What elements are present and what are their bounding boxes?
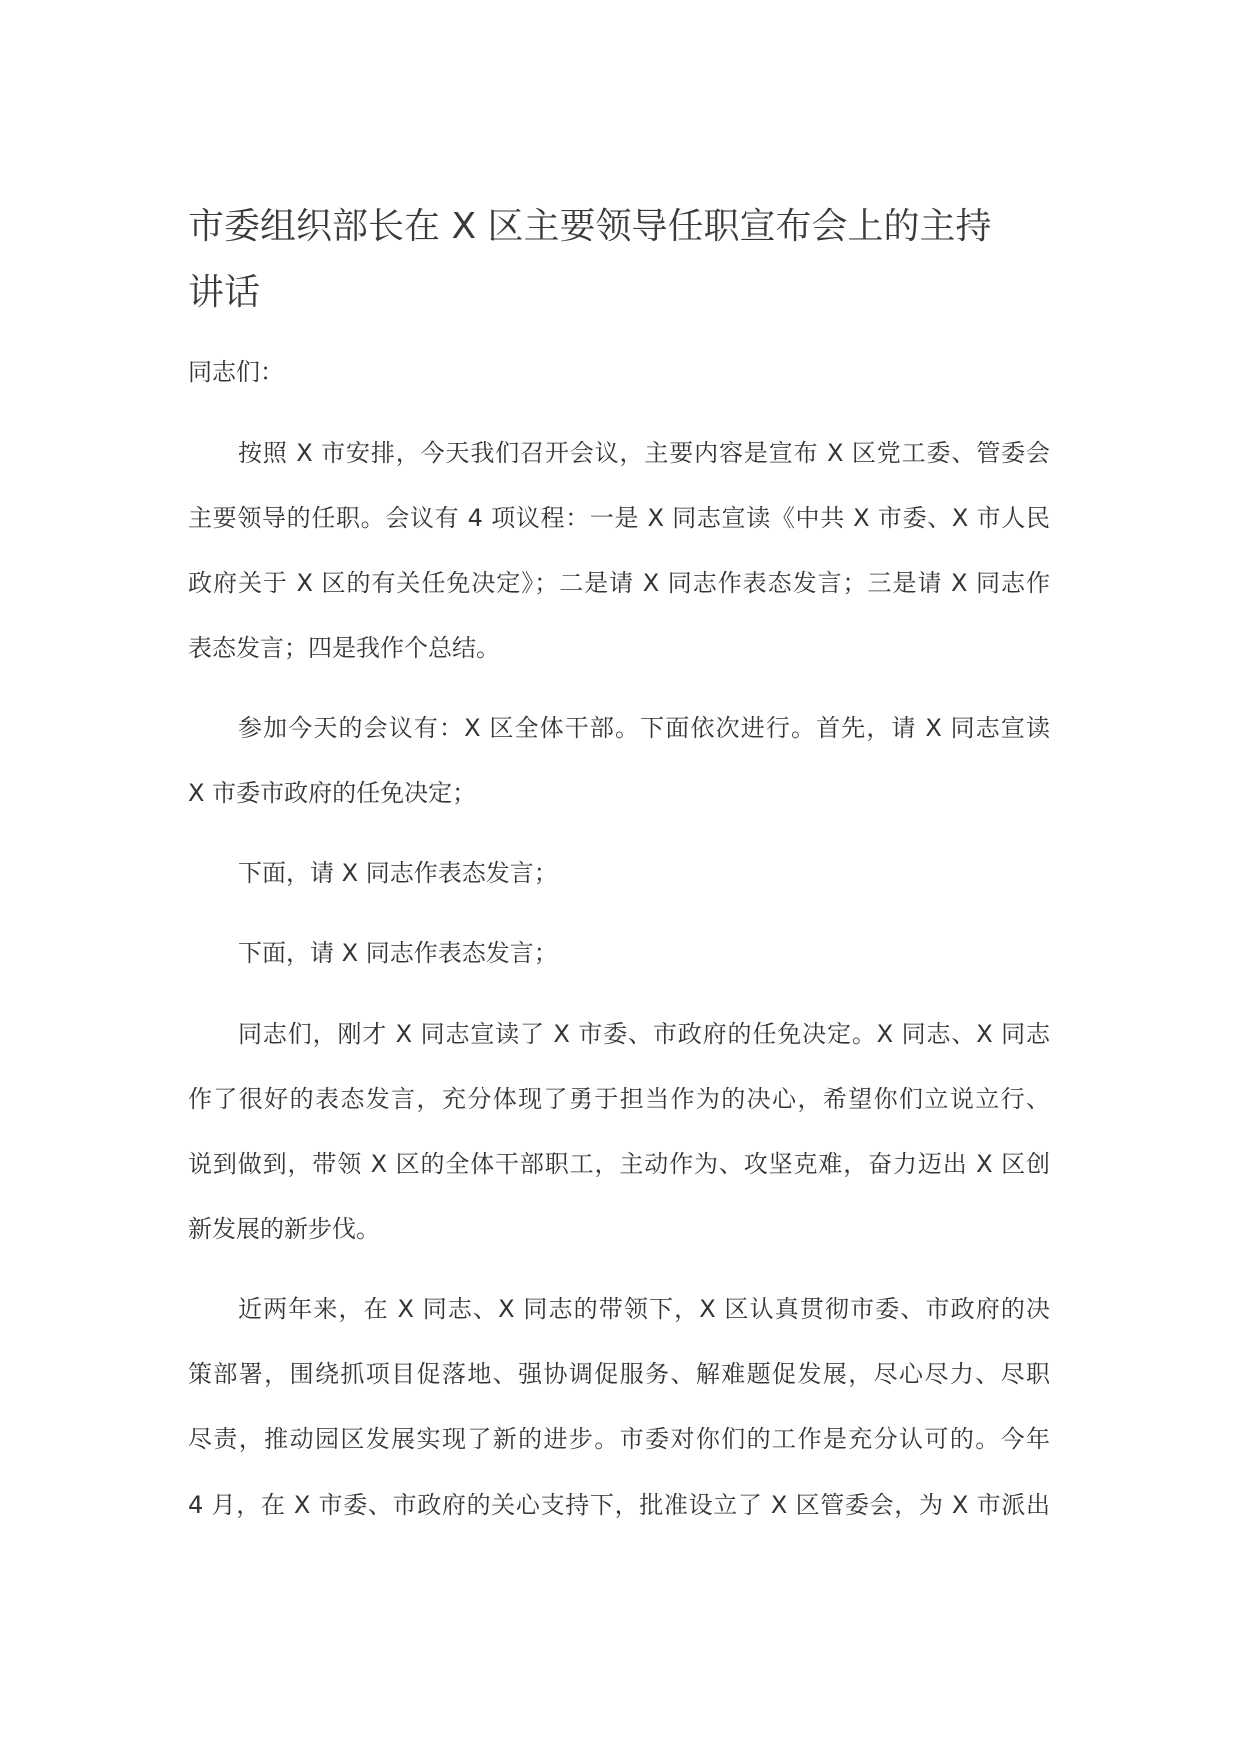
paragraph-5-line-3: 说到做到，带领 X 区的全体干部职工，主动作为、攻坚克难，奋力迈出 X 区创 — [188, 1150, 1050, 1178]
paragraph-5-line-1: 同志们，刚才 X 同志宣读了 X 市委、市政府的任免决定。X 同志、X 同志 — [238, 1020, 1050, 1048]
paragraph-1-line-3: 政府关于 X 区的有关任免决定》；二是请 X 同志作表态发言；三是请 X 同志作 — [188, 569, 1050, 597]
paragraph-1-line-1: 按照 X 市安排，今天我们召开会议，主要内容是宣布 X 区党工委、管委会 — [238, 439, 1050, 467]
paragraph-6-line-4: 4 月，在 X 市委、市政府的关心支持下，批准设立了 X 区管委会，为 X 市派出 — [188, 1491, 1050, 1519]
paragraph-2-line-2: X 市委市政府的任免决定； — [188, 779, 477, 807]
paragraph-6-line-3: 尽责，推动园区发展实现了新的进步。市委对你们的工作是充分认可的。今年 — [188, 1425, 1050, 1453]
paragraph-5-line-4: 新发展的新步伐。 — [188, 1215, 380, 1243]
paragraph-1-line-4: 表态发言；四是我作个总结。 — [188, 634, 500, 662]
document-title-line-1: 市委组织部长在 X 区主要领导任职宣布会上的主持 — [188, 206, 992, 247]
salutation: 同志们： — [188, 358, 284, 386]
paragraph-1-line-2: 主要领导的任职。会议有 4 项议程：一是 X 同志宣读《中共 X 市委、X 市人民 — [188, 504, 1050, 532]
paragraph-6-line-2: 策部署，围绕抓项目促落地、强协调促服务、解难题促发展，尽心尽力、尽职 — [188, 1360, 1050, 1388]
paragraph-3-line-1: 下面，请 X 同志作表态发言； — [238, 859, 558, 887]
paragraph-4-line-1: 下面，请 X 同志作表态发言； — [238, 939, 558, 967]
document-title-line-2: 讲话 — [188, 272, 261, 313]
paragraph-6-line-1: 近两年来，在 X 同志、X 同志的带领下，X 区认真贯彻市委、市政府的决 — [238, 1295, 1050, 1323]
paragraph-2-line-1: 参加今天的会议有：X 区全体干部。下面依次进行。首先，请 X 同志宣读 — [238, 714, 1050, 742]
paragraph-5-line-2: 作了很好的表态发言，充分体现了勇于担当作为的决心，希望你们立说立行、 — [188, 1085, 1050, 1113]
